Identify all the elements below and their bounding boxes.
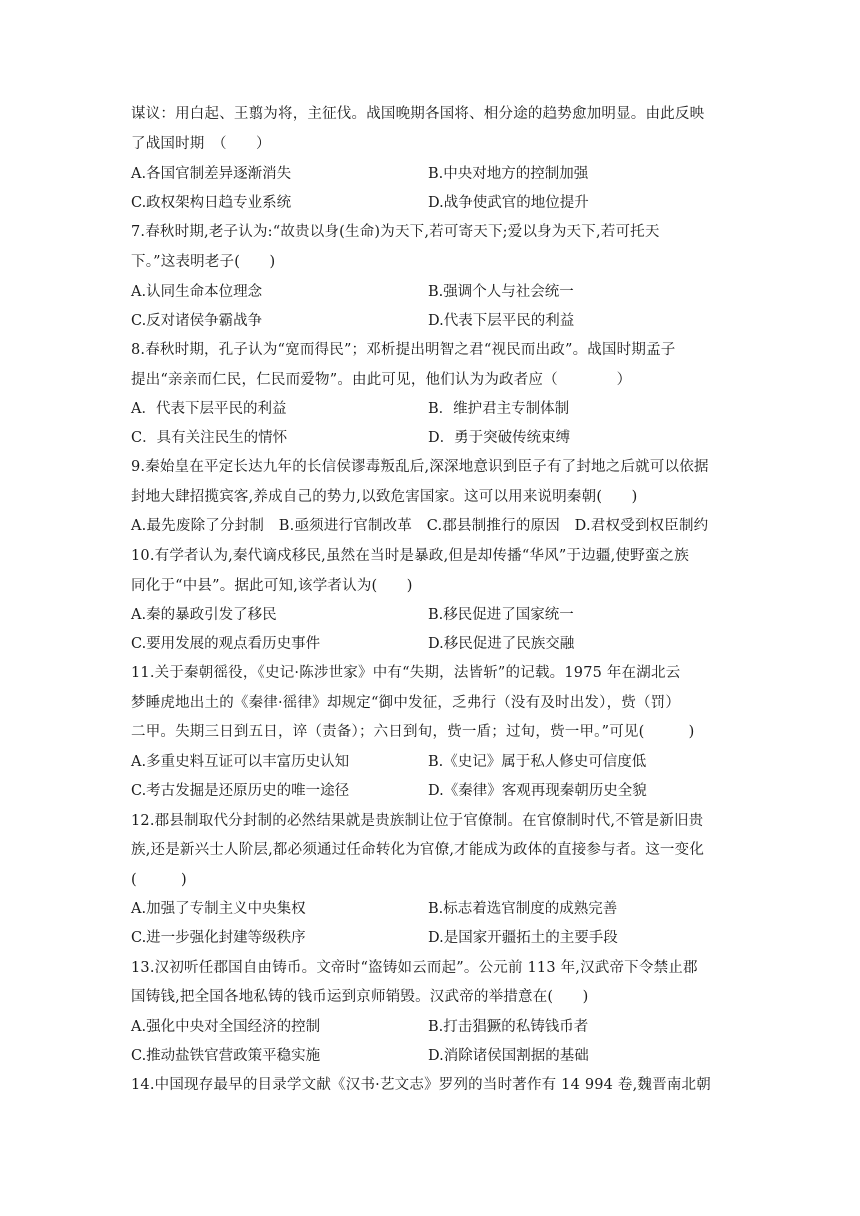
q11-option-d: D.《秦律》客观再现秦朝历史全貌 [428,783,647,799]
q7-text-line-1: 7.春秋时期,老子认为:“故贵以身(生命)为天下,若可寄天下;爱以身为天下,若可托天 [131,224,660,240]
q13-option-d: D.消除诸侯国割据的基础 [428,1048,589,1064]
q12-text-line-2: 族,还是新兴士人阶层,都必须通过任命转化为官僚,才能成为政体的直接参与者。这一变化 [131,842,705,858]
q10-option-c: C.要用发展的观点看历史事件 [131,636,321,652]
q8-text-line-1: 8.春秋时期，孔子认为“宽而得民”；邓析提出明智之君“视民而出政”。战国时期孟子 [131,342,676,358]
q14-text-line-1: 14.中国现存最早的目录学文献《汉书·艺文志》罗列的当时著作有 14 994 卷,魏晋南北朝 [131,1077,711,1093]
q13-text-line-2: 国铸钱,把全国各地私铸的钱币运到京师销毁。汉武帝的举措意在( ) [131,989,589,1005]
q6-text-line-1: 谋议：用白起、王翦为将，主征伐。战国晚期各国将、相分途的趋势愈加明显。由此反映 [131,106,705,122]
q8-option-a: A．代表下层平民的利益 [131,401,287,417]
q11-option-b: B.《史记》属于私人修史可信度低 [428,754,647,770]
q7-option-d: D.代表下层平民的利益 [428,313,575,329]
q13-text-line-1: 13.汉初听任郡国自由铸币。文帝时“盗铸如云而起”。公元前 113 年,汉武帝下令禁止郡 [131,960,698,976]
q12-text-line-3: ( ) [131,872,187,888]
q11-option-c: C.考古发掘是还原历史的唯一途径 [131,783,350,799]
q10-option-b: B.移民促进了国家统一 [428,607,574,623]
q12-option-a: A.加强了专制主义中央集权 [131,901,306,917]
q9-text-line-2: 封地大肆招揽宾客,养成自己的势力,以致危害国家。这可以用来说明秦朝( ) [131,489,638,505]
q10-text-line-1: 10.有学者认为,秦代谪戍移民,虽然在当时是暴政,但是却传播“华风”于边疆,使野蛮之族 [131,548,689,564]
q13-option-c: C.推动盐铁官营政策平稳实施 [131,1048,321,1064]
q11-text-line-1: 11.关于秦朝徭役，《史记·陈涉世家》中有“失期，法皆斩”的记载。1975 年在湖北云 [131,665,681,681]
q10-option-a: A.秦的暴政引发了移民 [131,607,277,623]
q12-option-d: D.是国家开疆拓土的主要手段 [428,930,618,946]
q12-text-line-1: 12.郡县制取代分封制的必然结果就是贵族制让位于官僚制。在官僚制时代,不管是新旧贵 [131,813,704,829]
q12-option-b: B.标志着选官制度的成熟完善 [428,901,618,917]
q10-option-d: D.移民促进了民族交融 [428,636,575,652]
q9-text-line-1: 9.秦始皇在平定长达九年的长信侯谬毒叛乱后,深深地意识到臣子有了封地之后就可以依据 [131,459,709,475]
q11-text-line-2: 梦睡虎地出土的《秦律·徭律》却规定“御中发征，乏弗行（没有及时出发），赀（罚） [131,695,681,711]
q7-option-b: B.强调个人与社会统一 [428,284,574,300]
q9-options-line: A.最先废除了分封制 B.亟须进行官制改革 C.郡县制推行的原因 D.君权受到权臣制约 [131,518,709,534]
q8-option-d: D．勇于突破传统束缚 [428,430,571,446]
q8-option-b: B．维护君主专制体制 [428,401,570,417]
q6-option-d: D.战争使武官的地位提升 [428,195,589,211]
q7-option-c: C.反对诸侯争霸战争 [131,313,263,329]
q6-option-a: A.各国官制差异逐渐消失 [131,166,292,182]
q8-text-line-2: 提出“亲亲而仁民，仁民而爱物”。由此可见，他们认为为政者应（ ） [131,372,632,388]
q11-text-line-3: 二甲。失期三日到五日，谇（责备）；六日到旬，赀一盾；过旬，赀一甲。”可见( ) [131,724,695,740]
q7-text-line-2: 下。”这表明老子( ) [131,254,276,270]
q8-option-c: C．具有关注民生的情怀 [131,430,288,446]
q12-option-c: C.进一步强化封建等级秩序 [131,930,306,946]
q6-text-line-2: 了战国时期 （ ） [131,136,271,152]
q10-text-line-2: 同化于“中县”。据此可知,该学者认为( ) [131,578,413,594]
q13-option-a: A.强化中央对全国经济的控制 [131,1019,321,1035]
q11-option-a: A.多重史料互证可以丰富历史认知 [131,754,350,770]
q13-option-b: B.打击猖獗的私铸钱币者 [428,1019,589,1035]
q6-option-b: B.中央对地方的控制加强 [428,166,589,182]
q6-option-c: C.政权架构日趋专业系统 [131,195,292,211]
q7-option-a: A.认同生命本位理念 [131,284,263,300]
